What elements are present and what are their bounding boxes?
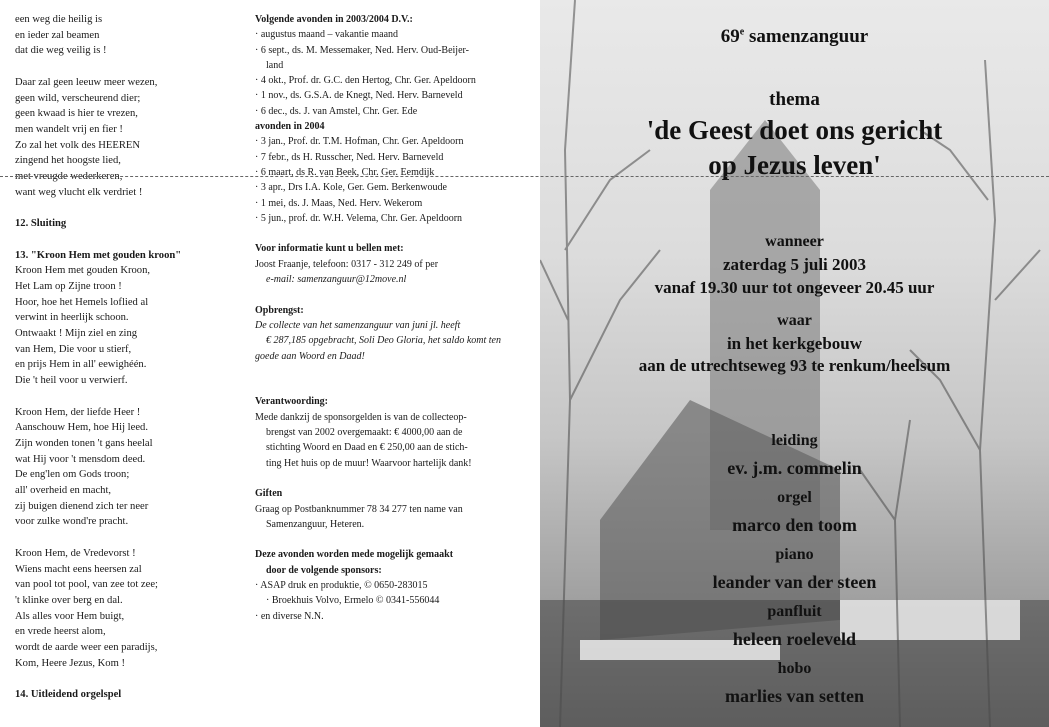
info-line: · 7 febr., ds H. Russcher, Ned. Herv. Barneveld (255, 150, 535, 165)
hymn-line: Hoor, hoe het Hemels loflied al (15, 296, 149, 308)
theme-label: thema (769, 89, 820, 110)
hymn-line: dat die weg veilig is ! (15, 45, 107, 57)
hymn-line: zij buigen dienend zich ter neer (15, 500, 149, 512)
spacer (15, 389, 250, 405)
edition-label: samenzanguur (748, 26, 869, 47)
credit-name: marlies van setten (725, 686, 864, 706)
hymn-line: want weg vlucht elk verdriet ! (15, 186, 143, 198)
info-line: · 4 okt., Prof. dr. G.C. den Hertog, Chr. Ger. Apeldoorn (255, 73, 535, 88)
info-line: · 5 jun., prof. dr. W.H. Velema, Chr. Ger. Apeldoorn (255, 211, 535, 226)
info-line: Samenzanguur, Heteren. (266, 518, 365, 530)
info-line: De collecte van het samenzanguur van juni jl. heeft (255, 319, 461, 331)
info-heading: Opbrengst: (255, 304, 304, 316)
info-line: · 1 nov., ds. G.S.A. de Knegt, Ned. Herv. Barneveld (255, 88, 535, 103)
info-line: · 6 dec., ds. J. van Amstel, Chr. Ger. Ede (255, 104, 535, 119)
info-line: · 3 jan., Prof. dr. T.M. Hofman, Chr. Ger. Apeldoorn (255, 134, 535, 149)
hymn-line: Kroon Hem met gouden Kroon, (15, 265, 151, 277)
event-time: vanaf 19.30 uur tot ongeveer 20.45 uur (654, 278, 935, 297)
credit-name: marco den toom (732, 515, 857, 535)
spacer (15, 232, 250, 248)
hymn-line: Zijn wonden tonen 't gans heelal (15, 437, 153, 449)
spacer (255, 471, 535, 486)
info-heading: Verantwoording: (255, 396, 328, 408)
hymn-line: Het Lam op Zijne troon ! (15, 280, 122, 292)
theme-line-2: op Jezus leven' (708, 150, 881, 180)
hymn-line: en ieder zal beamen (15, 29, 100, 41)
info-heading: Giften (255, 488, 283, 500)
info-line: stichting Woord en Daad en € 250,00 aan de stich- (266, 442, 468, 454)
spacer (15, 200, 250, 216)
hymn-line: voor zulke wond're pracht. (15, 516, 129, 528)
hymn-line: van pool tot pool, van zee tot zee; (15, 579, 158, 591)
info-line: Mede dankzij de sponsorgelden is van de collecteop- (255, 411, 467, 423)
spacer (255, 226, 535, 241)
edition-sup: e (739, 26, 745, 38)
credit-role: panfluit (767, 603, 822, 620)
spacer (15, 530, 250, 546)
hymn-line: van Hem, Die voor u stierf, (15, 343, 132, 355)
section-heading: 13. "Kroon Hem met gouden kroon" (15, 249, 182, 261)
info-line: goede aan Woord en Daad! (255, 350, 365, 362)
where-label: waar (777, 312, 812, 329)
hymn-line: wat Hij voor 't mensdom deed. (15, 453, 146, 465)
hymn-line: all' overheid en macht, (15, 485, 112, 497)
hymn-line: men wandelt vrij en fier ! (15, 123, 123, 135)
hymn-line: geen wild, verscheurend dier; (15, 92, 141, 104)
credit-role: leiding (771, 432, 818, 449)
when-label: wanneer (765, 233, 824, 250)
edition-title (540, 26, 1049, 48)
spacer (255, 364, 535, 379)
hymn-line: De eng'len om Gods troon; (15, 469, 130, 481)
spacer (15, 59, 250, 75)
venue: in het kerkgebouw (726, 334, 863, 353)
hymn-line: 't klinke over berg en dal. (15, 594, 123, 606)
hymn-line: en prijs Hem in all' eewighéén. (15, 359, 147, 371)
left-column (15, 12, 250, 703)
info-heading: Deze avonden worden mede mogelijk gemaakt (255, 549, 454, 561)
spacer (15, 671, 250, 687)
hymn-line: een weg die heilig is (15, 14, 103, 25)
info-line: Joost Fraanje, telefoon: 0317 - 312 249 of per (255, 258, 439, 270)
edition-number: 69 (720, 26, 740, 47)
hymn-line: Als alles voor Hem buigt, (15, 610, 125, 622)
info-heading: Volgende avonden in 2003/2004 D.V.: (255, 14, 413, 25)
credit-name: heleen roeleveld (732, 629, 857, 649)
info-line: · 1 mei, ds. J. Maas, Ned. Herv. Wekerom (255, 196, 535, 211)
hymn-line: Aanschouw Hem, hoe Hij leed. (15, 422, 148, 434)
credit-role: hobo (777, 660, 812, 677)
hymn-line: Daar zal geen leeuw meer wezen, (15, 76, 158, 88)
credit-name: leander van der steen (712, 572, 877, 592)
hymn-line: Wiens macht eens heersen zal (15, 563, 142, 575)
hymn-line: met vreugde wederkeren, (15, 171, 123, 183)
hymn-line: geen kwaad is hier te vrezen, (15, 108, 138, 120)
info-heading: door de volgende sponsors: (266, 564, 382, 576)
spacer (255, 287, 535, 302)
credit-name: ev. j.m. commelin (727, 458, 862, 478)
address: aan de utrechtseweg 93 te renkum/heelsum (638, 356, 951, 375)
info-heading: Voor informatie kunt u bellen met: (255, 243, 404, 255)
info-line: · 6 sept., ds. M. Messemaker, Ned. Herv. Oud-Beijer- (255, 43, 535, 58)
hymn-line: zingend het hoogste lied, (15, 155, 121, 167)
hymn-line: Die 't heil voor u verwierf. (15, 375, 128, 387)
right-column (255, 12, 535, 624)
info-line: · en diverse N.N. (255, 609, 535, 624)
info-line: · ASAP druk en produktie, © 0650-283015 (255, 578, 535, 593)
info-line: · Broekhuis Volvo, Ermelo © 0341-556044 (255, 593, 535, 608)
spacer (255, 379, 535, 394)
event-date: zaterdag 5 juli 2003 (722, 255, 867, 274)
hymn-line: wordt de aarde weer een paradijs, (15, 642, 158, 654)
info-line: · augustus maand – vakantie maand (255, 27, 535, 42)
info-line: · 3 apr., Drs I.A. Kole, Ger. Gem. Berkenwoude (255, 180, 535, 195)
info-line: land (266, 59, 284, 71)
info-line: brengst van 2002 overgemaakt: € 4000,00 aan de (266, 427, 463, 439)
info-line: € 287,185 opgebracht, Soli Deo Gloria, het saldo komt ten (266, 335, 501, 347)
hymn-line: Ontwaakt ! Mijn ziel en zing (15, 328, 138, 340)
hymn-line: Kom, Heere Jezus, Kom ! (15, 657, 126, 669)
theme-line-1: 'de Geest doet ons gericht (646, 115, 943, 145)
info-line: Graag op Postbanknummer 78 34 277 ten name van (255, 503, 463, 515)
spacer (255, 532, 535, 547)
section-heading: 14. Uitleidend orgelspel (15, 689, 122, 701)
hymn-line: Kroon Hem, der liefde Heer ! (15, 406, 141, 418)
section-heading: 12. Sluiting (15, 218, 67, 230)
hymn-line: verwint in heerlijk schoon. (15, 312, 129, 324)
fold-line (0, 176, 1049, 177)
info-heading: avonden in 2004 (255, 121, 325, 133)
info-line: e-mail: samenzanguur@12move.nl (266, 274, 407, 286)
hymn-line: Kroon Hem, de Vredevorst ! (15, 547, 136, 559)
cover-text (540, 0, 1049, 727)
hymn-line: Zo zal het volk des HEEREN (15, 139, 141, 151)
credit-role: orgel (777, 489, 812, 506)
credit-role: piano (775, 546, 814, 563)
info-line: ting Het huis op de muur! Waarvoor hartelijk dank! (266, 457, 472, 469)
info-line: · 6 maart, ds R. van Beek, Chr. Ger. Eemdijk (255, 165, 535, 180)
hymn-line: en vrede heerst alom, (15, 626, 106, 638)
